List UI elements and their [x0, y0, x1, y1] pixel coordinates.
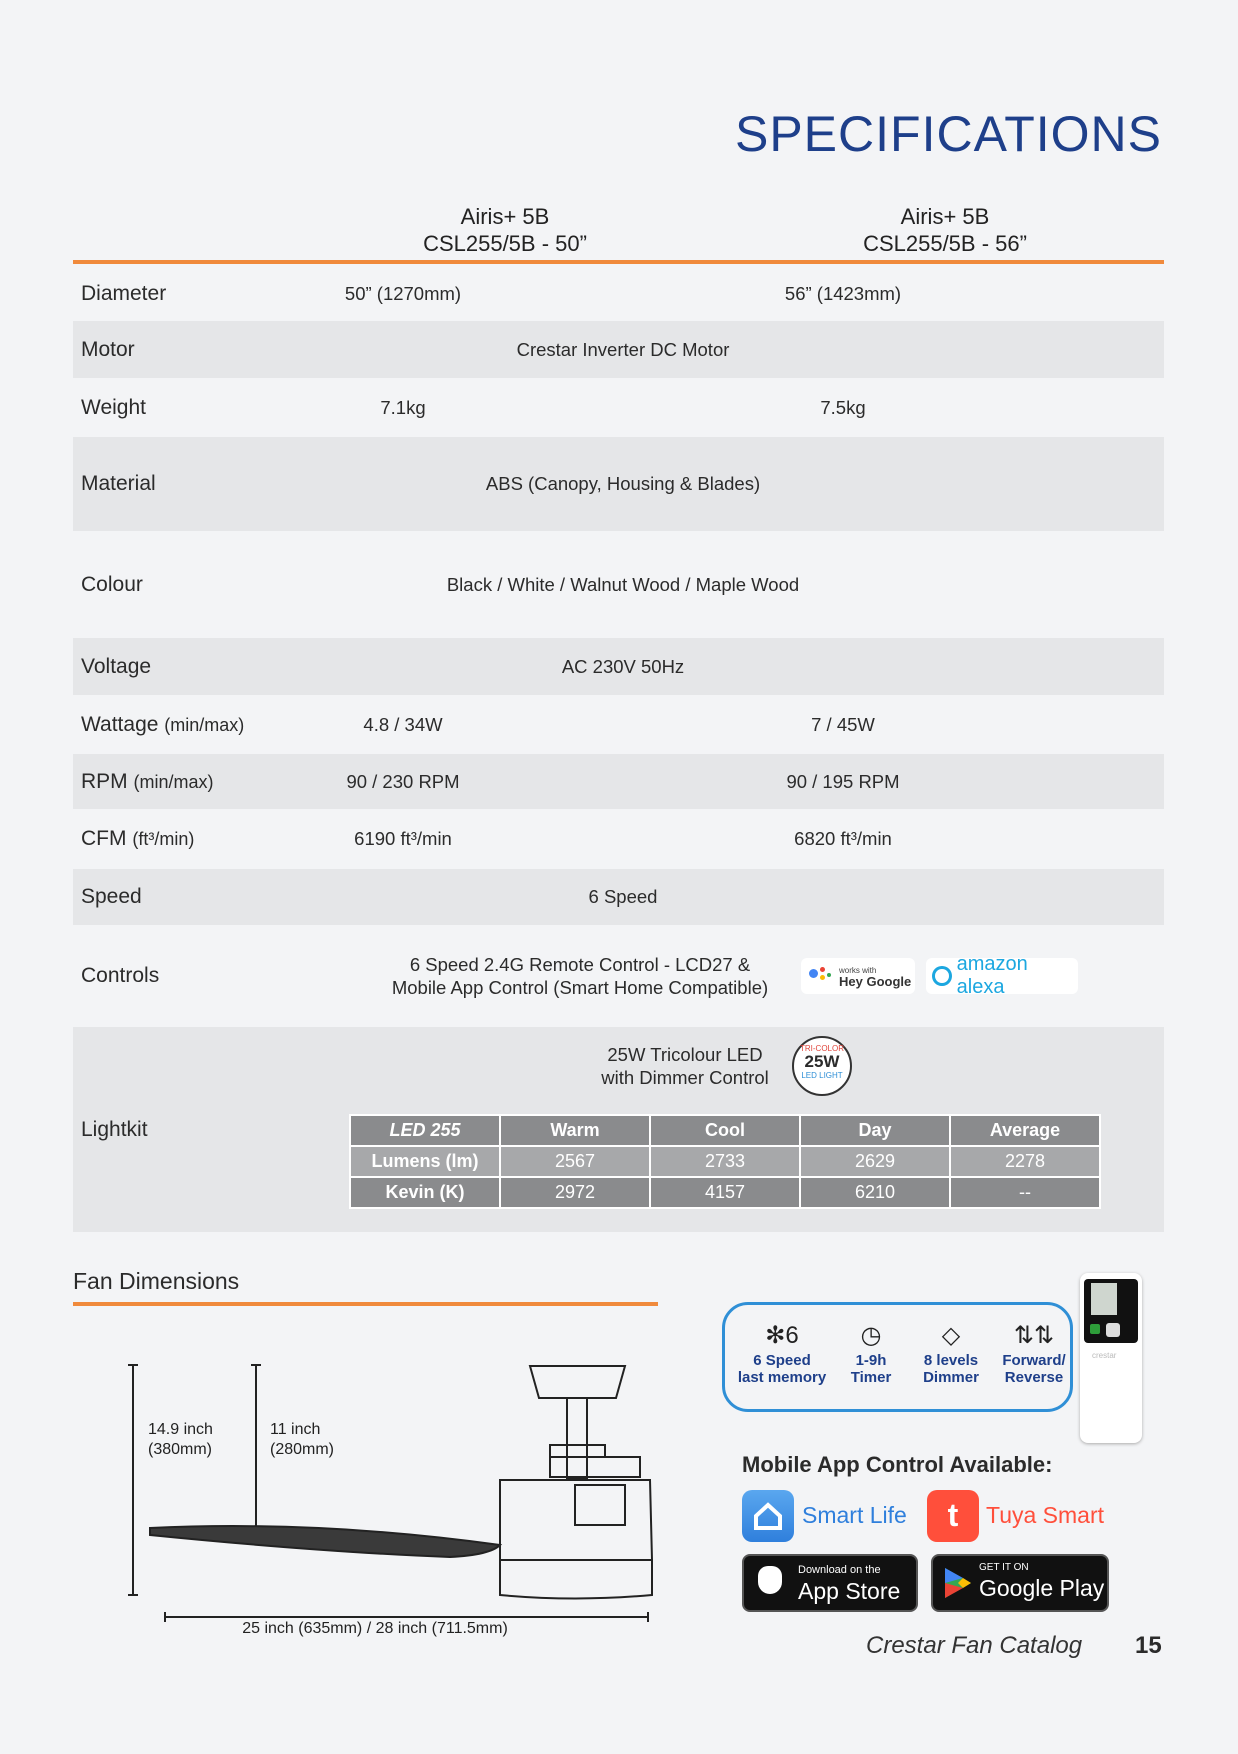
- table-cell: 6210: [800, 1177, 950, 1208]
- column-header-50: [285, 203, 725, 257]
- tuya-label: Tuya Smart: [986, 1502, 1105, 1528]
- app-store-button[interactable]: Download on the App Store: [742, 1554, 918, 1612]
- value-shared: Crestar Inverter DC Motor: [516, 338, 730, 360]
- value-56: 56” (1423mm): [784, 282, 902, 304]
- table-cell: --: [950, 1177, 1100, 1208]
- table-header-row: [350, 1115, 1100, 1146]
- table-cell: 2972: [500, 1177, 650, 1208]
- table-cell: 4157: [650, 1177, 800, 1208]
- width-label: 25 inch (635mm) / 28 inch (711.5mm): [242, 1620, 508, 1637]
- feature-timer: ◷ 1-9h Timer: [838, 1320, 904, 1386]
- value-50: 50” (1270mm): [344, 282, 462, 304]
- column-code: CSL255/5B - 50”: [423, 231, 587, 256]
- table-header-cell: Warm: [500, 1115, 650, 1146]
- controls-description: 6 Speed 2.4G Remote Control - LCD27 & Mobile App Control (Smart Home Compatible): [391, 954, 769, 998]
- value-50: 4.8 / 34W: [363, 713, 443, 735]
- spec-row-wattage: [73, 698, 1164, 751]
- table-header-cell: LED 255: [350, 1115, 500, 1146]
- google-play-button[interactable]: GET IT ON Google Play: [931, 1554, 1109, 1612]
- smart-life-app-icon: [742, 1490, 794, 1542]
- remote-control-image: [1080, 1273, 1142, 1443]
- value-56: 6820 ft³/min: [794, 828, 892, 849]
- row-label: Lightkit: [81, 1117, 148, 1141]
- value-56: 90 / 195 RPM: [786, 770, 900, 792]
- table-header-cell: Cool: [650, 1115, 800, 1146]
- table-cell: 2733: [650, 1146, 800, 1177]
- apple-icon: [758, 1566, 782, 1594]
- smart-life-label: Smart Life: [802, 1502, 907, 1528]
- feature-dimmer: ◇ 8 levels Dimmer: [912, 1320, 990, 1386]
- row-header-cell: Lumens (lm): [350, 1146, 500, 1177]
- page-number: 15: [1135, 1632, 1162, 1659]
- row-label: Controls: [81, 964, 160, 987]
- row-header-cell: Kevin (K): [350, 1177, 500, 1208]
- row-label: Diameter: [81, 281, 167, 305]
- spec-row-diameter: [73, 270, 1164, 317]
- height-label-1: 14.9 inch (380mm): [148, 1421, 213, 1458]
- value-50: 7.1kg: [380, 397, 426, 418]
- tricolor-25w-badge: TRI-COLOR 25W LED LIGHT: [792, 1036, 852, 1096]
- table-cell: 2567: [500, 1146, 650, 1177]
- google-assistant-icon: [809, 967, 833, 985]
- hey-google-badge: works with Hey Google: [801, 958, 915, 994]
- row-label: Motor: [81, 337, 135, 361]
- value-shared: ABS (Canopy, Housing & Blades): [485, 473, 761, 494]
- forward-reverse-icon: ⇅⇅: [1013, 1322, 1055, 1349]
- spec-row-voltage: [73, 638, 1164, 695]
- header-divider: [73, 260, 1164, 264]
- column-model: Airis+ 5B: [460, 204, 550, 229]
- value-56: 7.5kg: [820, 397, 866, 418]
- lightkit-description: 25W Tricolour LED with Dimmer Control: [601, 1044, 769, 1088]
- column-model: Airis+ 5B: [900, 204, 990, 229]
- value-50: 90 / 230 RPM: [346, 770, 460, 792]
- spec-row-speed: [73, 869, 1164, 925]
- remote-brand: crestar: [1092, 1351, 1117, 1360]
- spec-row-rpm: [73, 754, 1164, 809]
- table-header-cell: Average: [950, 1115, 1100, 1146]
- power-button-icon: [1090, 1324, 1100, 1334]
- value-shared: Black / White / Walnut Wood / Maple Wood: [446, 574, 800, 595]
- value-shared: AC 230V 50Hz: [561, 655, 685, 677]
- fan-speed-icon: ✻6: [765, 1322, 799, 1349]
- dimmer-icon: ◇: [941, 1322, 961, 1349]
- feature-speed: ✻6 6 Speed last memory: [730, 1320, 834, 1386]
- timer-icon: ◷: [860, 1322, 882, 1349]
- row-label: Material: [81, 472, 156, 495]
- google-play-icon: [945, 1568, 971, 1598]
- spec-row-material: [73, 437, 1164, 531]
- spec-row-cfm: [73, 812, 1164, 866]
- feature-direction: ⇅⇅ Forward/ Reverse: [994, 1320, 1074, 1386]
- column-code: CSL255/5B - 56”: [863, 231, 1027, 256]
- table-row: [350, 1177, 1100, 1208]
- catalog-name: Crestar Fan Catalog: [866, 1632, 1083, 1659]
- row-label: Weight: [81, 396, 146, 419]
- remote-lcd: [1091, 1283, 1117, 1315]
- fan-dimension-drawing: [120, 1320, 680, 1640]
- row-label: CFM (ft³/min): [81, 827, 195, 850]
- value-shared: 6 Speed: [588, 886, 658, 907]
- apps-heading: Mobile App Control Available:: [742, 1452, 1053, 1477]
- dimensions-heading: Fan Dimensions: [73, 1268, 240, 1294]
- alexa-icon: [932, 966, 952, 986]
- dimensions-divider: [73, 1302, 658, 1306]
- row-label: Colour: [81, 573, 143, 596]
- row-label: Voltage: [81, 654, 152, 678]
- height-label-2: 11 inch (280mm): [270, 1421, 335, 1458]
- table-header-cell: Day: [800, 1115, 950, 1146]
- table-cell: 2278: [950, 1146, 1100, 1177]
- alexa-badge: amazon alexa: [926, 958, 1078, 994]
- row-label: RPM (min/max): [81, 769, 214, 793]
- value-50: 6190 ft³/min: [354, 828, 452, 849]
- row-label: Speed: [81, 885, 142, 908]
- table-row: [350, 1146, 1100, 1177]
- spec-row-motor: [73, 321, 1164, 378]
- column-header-56: [725, 203, 1165, 257]
- row-label: Wattage (min/max): [81, 712, 245, 736]
- page-title: SPECIFICATIONS: [734, 106, 1162, 162]
- value-56: 7 / 45W: [811, 713, 875, 735]
- table-cell: 2629: [800, 1146, 950, 1177]
- spec-row-weight: [73, 381, 1164, 435]
- lightkit-table: [349, 1114, 1101, 1209]
- tuya-app-icon: t: [927, 1490, 979, 1542]
- spec-row-colour: [73, 535, 1164, 635]
